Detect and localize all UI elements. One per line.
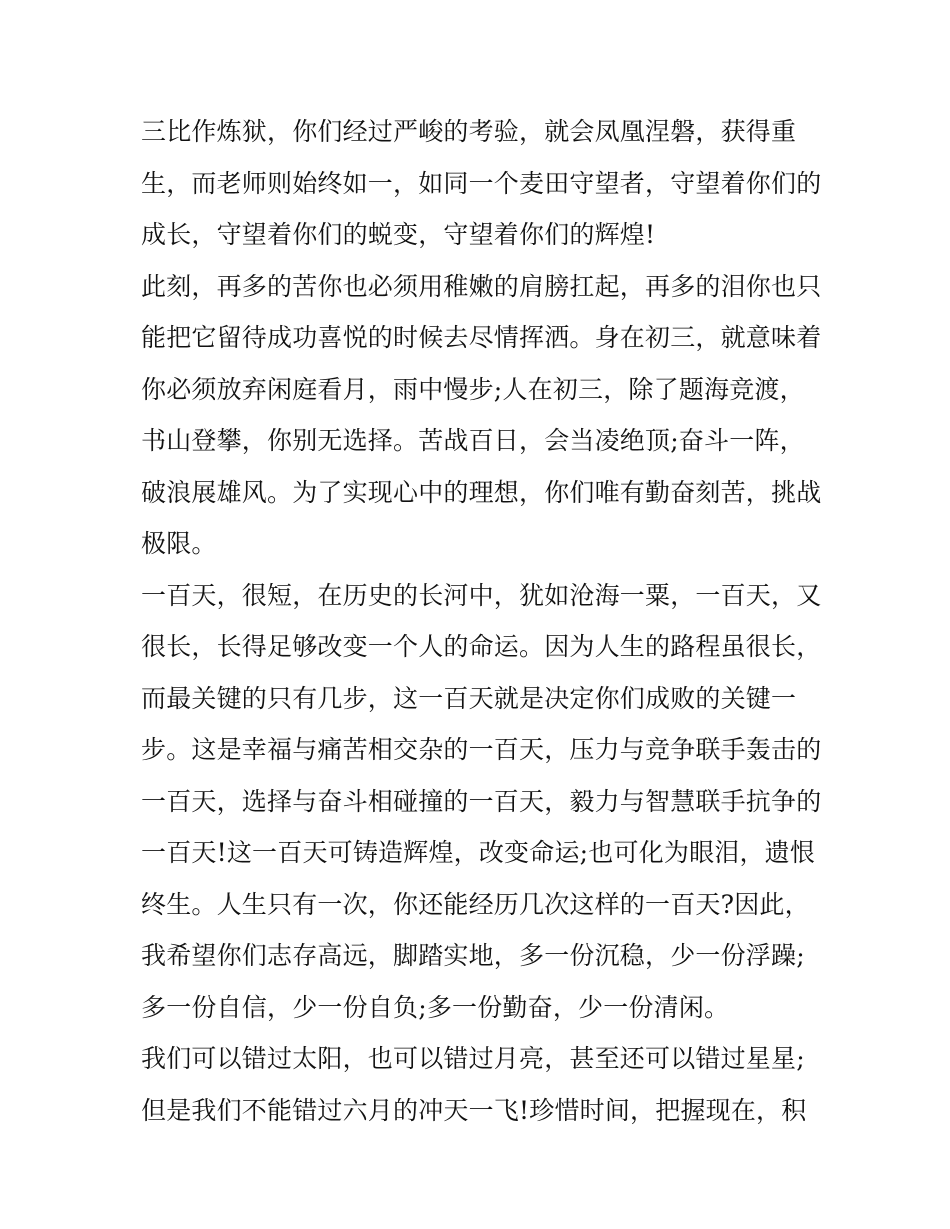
text-line: 很长，长得足够改变一个人的命运。因为人生的路程虽很长， [141,632,822,661]
text-line: 多一份自信，少一份自负;多一份勤奋，少一份清闲。 [141,992,730,1022]
text-line: 我们可以错过太阳，也可以错过月亮，甚至还可以错过星星; [141,1044,805,1073]
text-line: 一百天，选择与奋斗相碰撞的一百天，毅力与智慧联手抗争的 [141,786,822,816]
text-line: 步。这是幸福与痛苦相交杂的一百天，压力与竞争联手轰击的 [141,735,822,764]
text-line: 成长，守望着你们的蜕变，守望着你们的辉煌! [141,220,656,249]
text-line: 能把它留待成功喜悦的时候去尽情挥洒。身在初三，就意味着 [141,323,822,352]
text-line: 而最关键的只有几步，这一百天就是决定你们成败的关键一 [141,683,797,713]
text-line: 破浪展雄风。为了实现心中的理想，你们唯有勤奋刻苦，挑战 [141,477,822,507]
text-line: 生，而老师则始终如一，如同一个麦田守望者，守望着你们的 [141,168,822,198]
text-line: 终生。人生只有一次，你还能经历几次这样的一百天?因此， [141,889,810,919]
text-line: 一百天!这一百天可铸造辉煌，改变命运;也可化为眼泪，遗恨 [141,838,816,867]
text-line: 你必须放弃闲庭看月，雨中慢步;人在初三，除了题海竞渡， [141,374,805,404]
document-body [141,106,821,1136]
text-line: 但是我们不能错过六月的冲天一飞!珍惜时间，把握现在，积 [141,1095,807,1125]
text-line: 此刻，再多的苦你也必须用稚嫩的肩膀扛起，再多的泪你也只 [141,271,822,301]
text-line: 书山登攀，你别无选择。苦战百日，会当凌绝顶;奋斗一阵， [141,426,805,455]
text-line: 一百天，很短，在历史的长河中，犹如沧海一粟，一百天，又 [141,580,822,610]
text-line: 三比作炼狱，你们经过严峻的考验，就会凤凰涅磐，获得重 [141,117,797,146]
text-line: 极限。 [141,529,217,558]
text-line: 我希望你们志存高远，脚踏实地，多一份沉稳，少一份浮躁; [141,941,805,970]
